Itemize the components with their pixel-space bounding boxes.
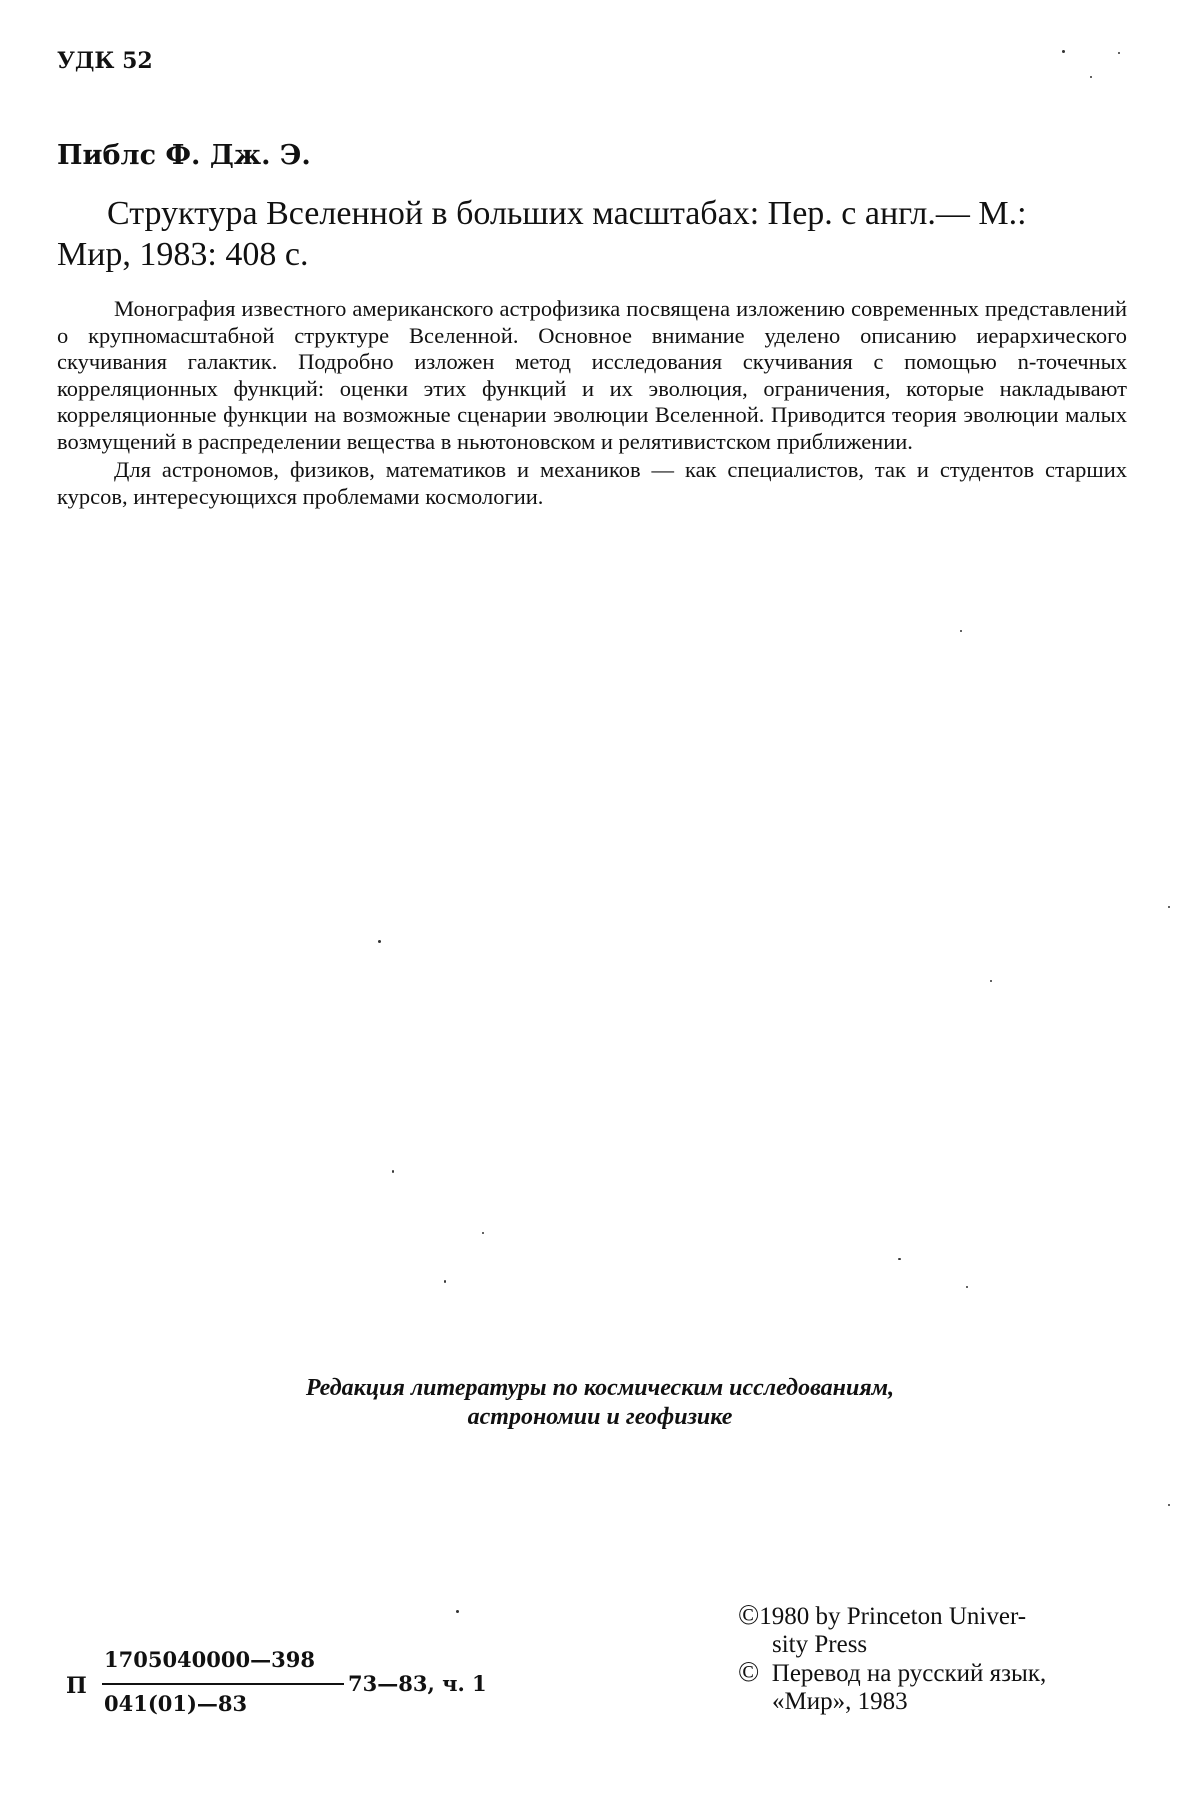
scan-speck (1168, 906, 1170, 908)
bibliographic-line-2: Мир, 1983: 408 с. (57, 236, 309, 273)
scan-speck (392, 1170, 394, 1173)
bibliographic-line-1 (57, 193, 1127, 234)
author-name: Пиблс Ф. Дж. Э. (57, 140, 311, 171)
index-letter: П (66, 1673, 87, 1699)
scan-speck (1062, 50, 1065, 53)
copyright-original-line-2: sity Press (772, 1631, 868, 1658)
publication-index-code (60, 1643, 530, 1723)
scan-speck (966, 1286, 968, 1288)
scan-speck (990, 980, 992, 982)
scan-speck (898, 1258, 901, 1260)
scan-speck (1090, 76, 1092, 78)
index-denominator: 041(01)—83 (104, 1691, 248, 1716)
bibliographic-description (57, 193, 1127, 275)
editorial-line-2: астрономии и геофизике (467, 1404, 733, 1430)
fraction-bar (102, 1683, 344, 1685)
copyright-original-line-1 (738, 1602, 1138, 1631)
editorial-note (0, 1374, 1200, 1432)
scan-speck (456, 1610, 459, 1613)
editorial-line-1: Редакция литературы по космическим исследованиям, (305, 1375, 895, 1401)
scan-speck (1118, 52, 1120, 54)
copyright-translation-text: Перевод на русский язык, (771, 1660, 1047, 1687)
copyright-original-text: 1980 by Princeton Univer- (759, 1603, 1027, 1630)
abstract-paragraph-1: Монография известного американского астрофизика посвящена изложению современных представлений о крупномасштабной структуре Вселенной. Основное внимание уделено описанию иерархического скучивания галактик. Подробно изложен метод исследования скучивания с помощью n-точечных корреляционных функций: оценки этих функций и их эволюция, ограничения, которые накладывают корреляционные функции на возможные сценарии эволюции Вселенной. Приводится теория эволюции малых возмущений в распределении вещества в ньютоновском и релятивистском приближении. (57, 296, 1127, 454)
copyright-icon: © (738, 1600, 760, 1631)
scan-speck (482, 1232, 484, 1234)
copyright-translation-line-2: «Мир», 1983 (772, 1688, 908, 1715)
scan-speck (378, 940, 381, 943)
copyright-translation-line-1 (738, 1659, 1138, 1688)
scan-speck (960, 630, 962, 632)
copyright-block (738, 1602, 1138, 1716)
scan-speck (444, 1280, 446, 1283)
scan-speck (1168, 1504, 1170, 1506)
copyright-icon: © (738, 1657, 760, 1688)
abstract-paragraph-2: Для астрономов, физиков, математиков и механиков — как специалистов, так и студентов старших курсов, интересующихся проблемами космологии. (57, 457, 1127, 509)
bibliographic-title: Структура Вселенной в больших масштабах: Пер. с англ.— М.: (107, 195, 1027, 232)
index-numerator: 1705040000—398 (104, 1647, 315, 1672)
abstract (57, 296, 1127, 510)
udk-code: УДК 52 (57, 48, 153, 74)
index-suffix: 73—83, ч. 1 (348, 1671, 487, 1696)
